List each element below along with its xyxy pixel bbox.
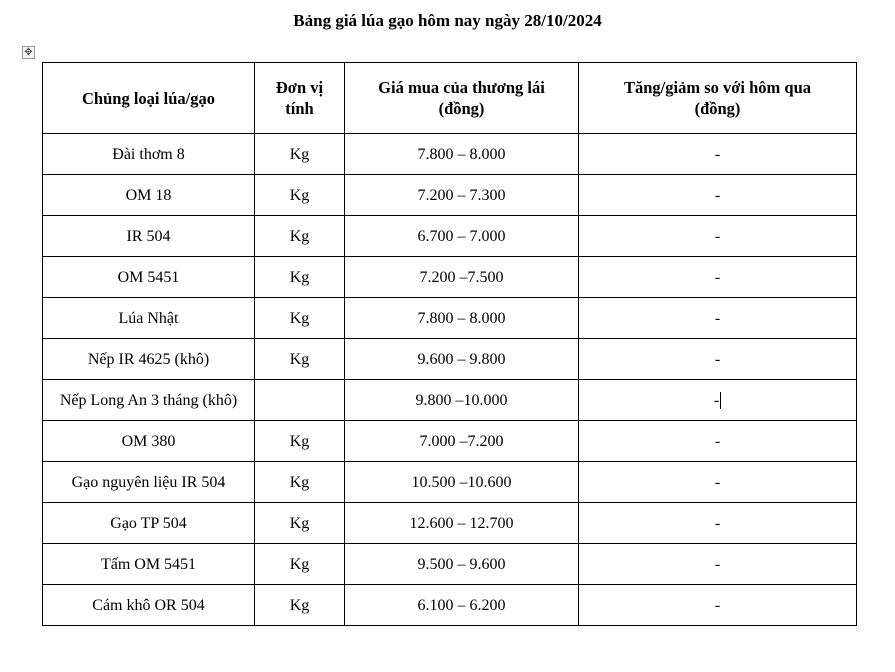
cell-type: Đài thơm 8 xyxy=(43,134,255,175)
cell-price: 9.800 –10.000 xyxy=(345,380,579,421)
table-body xyxy=(43,134,857,626)
cell-type: Tấm OM 5451 xyxy=(43,544,255,585)
cell-unit: Kg xyxy=(255,503,345,544)
cell-change: - xyxy=(579,298,857,339)
cell-change: - xyxy=(579,175,857,216)
cell-price: 12.600 – 12.700 xyxy=(345,503,579,544)
cell-type: OM 18 xyxy=(43,175,255,216)
cell-unit: Kg xyxy=(255,421,345,462)
table-row xyxy=(43,216,857,257)
table-row xyxy=(43,257,857,298)
table-row xyxy=(43,298,857,339)
column-header-price: Giá mua của thương lái (đồng) xyxy=(345,63,579,134)
cell-unit: Kg xyxy=(255,462,345,503)
cell-change: - xyxy=(579,380,857,421)
table-row xyxy=(43,544,857,585)
table-row xyxy=(43,134,857,175)
cell-type: Nếp IR 4625 (khô) xyxy=(43,339,255,380)
move-cross-icon[interactable]: ✥ xyxy=(22,46,35,59)
column-header-change: Tăng/giảm so với hôm qua (đồng) xyxy=(579,63,857,134)
cell-unit: Kg xyxy=(255,544,345,585)
table-header-row xyxy=(43,63,857,134)
cell-type: Gạo TP 504 xyxy=(43,503,255,544)
cell-type: Gạo nguyên liệu IR 504 xyxy=(43,462,255,503)
cell-unit: Kg xyxy=(255,339,345,380)
table-row xyxy=(43,339,857,380)
cell-type: Lúa Nhật xyxy=(43,298,255,339)
cell-change: - xyxy=(579,462,857,503)
cell-unit: Kg xyxy=(255,298,345,339)
cell-price: 9.500 – 9.600 xyxy=(345,544,579,585)
cell-type: Nếp Long An 3 tháng (khô) xyxy=(43,380,255,421)
cell-type: IR 504 xyxy=(43,216,255,257)
cell-change: - xyxy=(579,585,857,626)
cell-unit: Kg xyxy=(255,134,345,175)
cell-change: - xyxy=(579,503,857,544)
cell-price: 10.500 –10.600 xyxy=(345,462,579,503)
cell-change: - xyxy=(579,544,857,585)
cell-price: 6.700 – 7.000 xyxy=(345,216,579,257)
column-header-type: Chủng loại lúa/gạo xyxy=(43,63,255,134)
table-row xyxy=(43,585,857,626)
table-row xyxy=(43,503,857,544)
cell-price: 6.100 – 6.200 xyxy=(345,585,579,626)
column-header-unit: Đơn vị tính xyxy=(255,63,345,134)
cell-price: 7.800 – 8.000 xyxy=(345,134,579,175)
table-row xyxy=(43,380,857,421)
cell-price: 7.200 –7.500 xyxy=(345,257,579,298)
cell-price: 7.000 –7.200 xyxy=(345,421,579,462)
cell-change: - xyxy=(579,216,857,257)
page-title: Bảng giá lúa gạo hôm nay ngày 28/10/2024 xyxy=(293,11,602,30)
cell-change: - xyxy=(579,421,857,462)
cell-unit xyxy=(255,380,345,421)
table-row xyxy=(43,175,857,216)
cell-price: 7.800 – 8.000 xyxy=(345,298,579,339)
cell-change: - xyxy=(579,257,857,298)
cell-type: Cám khô OR 504 xyxy=(43,585,255,626)
cell-unit: Kg xyxy=(255,175,345,216)
cell-price: 7.200 – 7.300 xyxy=(345,175,579,216)
rice-price-table xyxy=(42,62,857,626)
table-row xyxy=(43,421,857,462)
cell-type: OM 380 xyxy=(43,421,255,462)
table-header xyxy=(43,63,857,134)
cell-change: - xyxy=(579,134,857,175)
cell-type: OM 5451 xyxy=(43,257,255,298)
cell-unit: Kg xyxy=(255,257,345,298)
price-table-container xyxy=(42,62,856,626)
cell-unit: Kg xyxy=(255,216,345,257)
cell-price: 9.600 – 9.800 xyxy=(345,339,579,380)
cell-unit: Kg xyxy=(255,585,345,626)
cell-change: - xyxy=(579,339,857,380)
table-row xyxy=(43,462,857,503)
text-cursor xyxy=(720,392,721,409)
